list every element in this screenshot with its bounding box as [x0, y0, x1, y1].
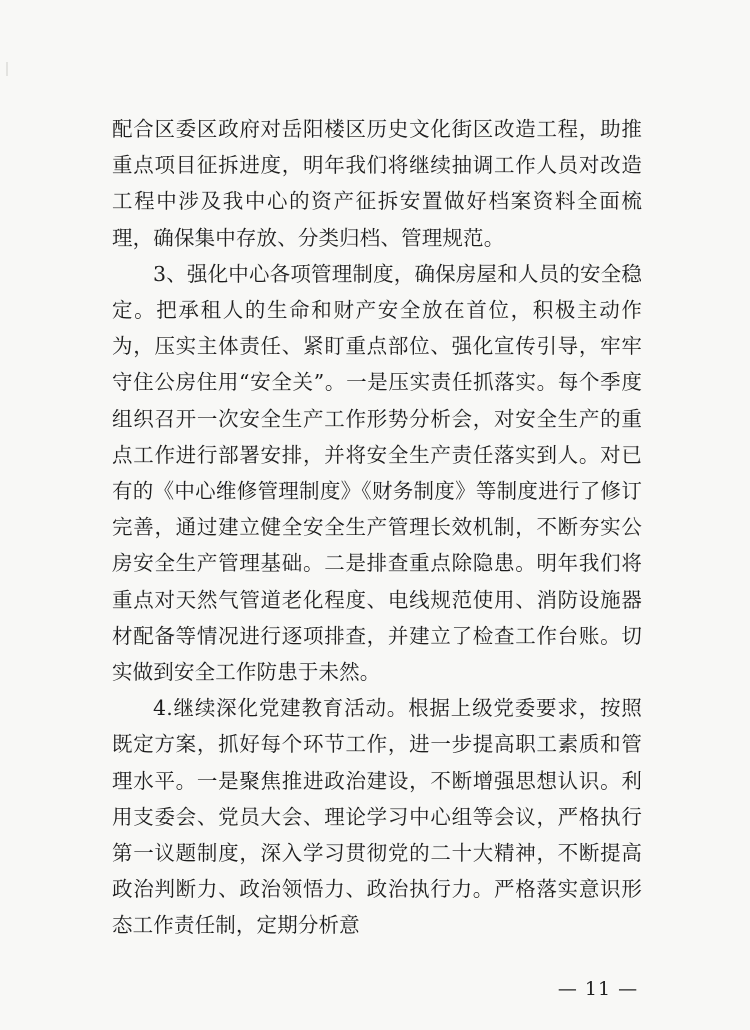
paragraph-item-3: 3、强化中心各项管理制度，确保房屋和人员的安全稳定。把承租人的生命和财产安全放在首位，积极主动作为，压实主体责任、紧盯重点部位、强化宣传引导，牢牢守住公房住用“安全关”。一是压实责任抓落实。每个季度组织召开一次安全生产工作形势分析会，对安全生产的重点工作进行部署安排，并将安全生产责任落实到人。对已有的《中心维修管理制度》《财务制度》等制度进行了修订完善，通过建立健全安全生产管理长效机制，不断夯实公房安全生产管理基础。二是排查重点除隐患。明年我们将重点对天然气管道老化程度、电线规范使用、消防设施器材配备等情况进行逐项排查，并建立了检查工作台账。切实做到安全工作防患于未然。 — [112, 261, 642, 685]
paragraph-item-4: 4.继续深化党建教育活动。根据上级党委要求，按照既定方案，抓好每个环节工作，进一步提高职工素质和管理水平。一是聚焦推进政治建设，不断增强思想认识。利用支委会、党员大会、理论学习中心组等会议，严格执行第一议题制度，深入学习贯彻党的二十大精神，不断提高政治判断力、政治领悟力、政治执行力。严格落实意识形态工作责任制，定期分析意 — [112, 696, 642, 938]
paragraph-continuation: 配合区委区政府对岳阳楼区历史文化街区改造工程，助推重点项目征拆进度，明年我们将继续抽调工作人员对改造工程中涉及我中心的资产征拆安置做好档案资料全面梳理，确保集中存放、分类归档、管理规范。 — [112, 117, 642, 250]
body-text — [112, 111, 642, 944]
page-number: — 11 — — [557, 978, 639, 1000]
scan-edge-mark — [6, 62, 8, 76]
